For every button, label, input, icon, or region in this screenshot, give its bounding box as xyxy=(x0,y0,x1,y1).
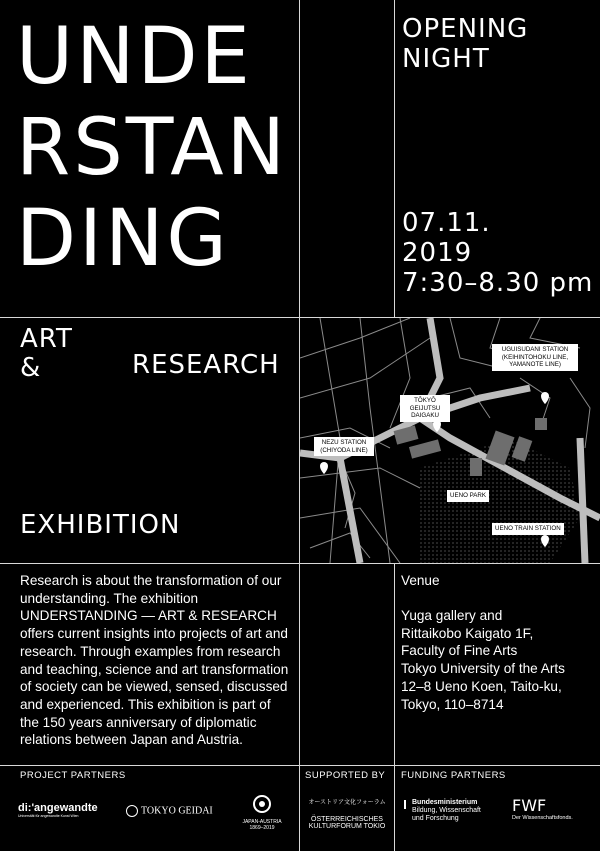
subtitle-exhibition: EXHIBITION xyxy=(20,510,181,540)
venue-line: Tokyo, 110–8714 xyxy=(401,696,504,712)
kulturforum-logo: オーストリア文化フォーラム ÖSTERREICHISCHES KULTURFORUM TOKIO xyxy=(308,799,386,830)
subtitle-amp: & xyxy=(20,353,42,383)
date-line-3: 7:30–8.30 pm xyxy=(402,268,594,298)
map-label-uguisudani: UGUISUDANI STATION (KEIHINTOHOKU LINE, YAMANOTE LINE) xyxy=(492,344,578,371)
japan-austria-emblem-icon xyxy=(250,794,274,814)
venue-heading: Venue xyxy=(401,573,440,588)
venue-line: Tokyo University of the Arts xyxy=(401,661,565,677)
grid-v-footer xyxy=(394,765,395,851)
title-line-2: RSTAN xyxy=(16,103,289,193)
subtitle-research: RESEARCH xyxy=(132,350,280,380)
venue-map xyxy=(300,318,600,563)
fwf-logo: FWF Der Wissenschaftsfonds. xyxy=(512,796,573,821)
map-label-nezu: NEZU STATION (CHIYODA LINE) xyxy=(314,437,374,456)
austria-flag-icon xyxy=(404,800,411,809)
date-line-1: 07.11. xyxy=(402,208,491,238)
opening-line-2: NIGHT xyxy=(402,44,490,74)
funding-partners-label: FUNDING PARTNERS xyxy=(401,770,506,781)
grid-v-top-top xyxy=(299,0,300,317)
japan-austria-logo: JAPAN-AUSTRIA 1869–2019 xyxy=(236,794,288,831)
geidai-logo: TOKYO GEIDAI xyxy=(126,805,218,817)
venue-line: 12–8 Ueno Koen, Taito-ku, xyxy=(401,678,562,694)
grid-h-2 xyxy=(0,563,600,564)
opening-line-1: OPENING xyxy=(402,14,529,44)
title-line-1: UNDE xyxy=(16,12,253,102)
map-label-ueno: UENO TRAIN STATION xyxy=(492,523,564,535)
venue-line: Rittaikobo Kaigato 1F, xyxy=(401,625,534,641)
geidai-emblem-icon xyxy=(126,805,138,817)
subtitle-art: ART xyxy=(20,324,73,354)
bmbwf-logo: Bundesministerium Bildung, Wissenschaft und Forschung xyxy=(412,799,502,823)
venue-line: Faculty of Fine Arts xyxy=(401,643,518,659)
map-label-geidai: TŌKYŌ GEIJUTSU DAIGAKU xyxy=(400,395,450,422)
date-line-2: 2019 xyxy=(402,238,473,268)
supported-by-label: SUPPORTED BY xyxy=(305,770,386,781)
project-partners-label: PROJECT PARTNERS xyxy=(20,770,126,781)
venue-line: Yuga gallery and xyxy=(401,608,503,623)
venue-address xyxy=(401,607,596,713)
angewandte-logo: di:'angewandte Universität für angewandte Kunst Wien xyxy=(18,802,98,818)
grid-h-3 xyxy=(0,765,600,766)
title-line-3: DING xyxy=(16,194,230,284)
description-text: Research is about the transformation of our understanding. The exhibition UNDERSTANDING — ART & RESEARCH offers current insights into projects of art and research. Through examples from research and teaching, science and art transformation of society can be viewed, sensed, discussed and experienced. This exhibition is part of the 150 years anniversary of diplomatic relations between Japan and Austria. xyxy=(20,573,289,748)
map-label-park: UENO PARK xyxy=(447,490,489,502)
